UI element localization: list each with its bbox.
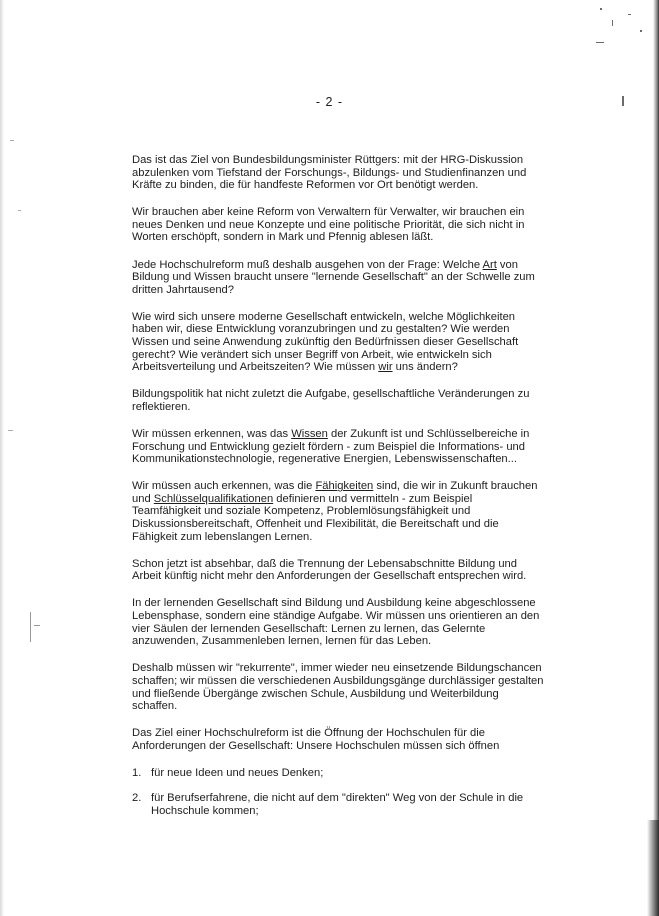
underlined-word: Fähigkeiten xyxy=(315,480,374,493)
paragraph-text: definieren und vermitteln - zum Beispiel Teamfähigkeit und soziale Kompetenz, Problemlösungsfähigkeit und Diskussionsbereitschaft, Offenheit und Flexibilität, die Bereitschaft und die Fähigkeit zum lebenslangen Lernen. xyxy=(132,492,499,543)
list-item xyxy=(132,792,544,817)
paragraph-text: sind, die wir in Zukunft brauchen und xyxy=(132,480,538,505)
paragraph-text: von Bildung und Wissen braucht unsere "lernende Gesellschaft" an der Schwelle zum dritten Jahrtausend? xyxy=(132,258,535,296)
underlined-word: wir xyxy=(378,361,393,374)
scan-speck xyxy=(18,210,21,211)
scan-speck xyxy=(596,42,604,43)
paragraph: Schon jetzt ist absehbar, daß die Trennung der Lebensabschnitte Bildung und Arbeit künftig nicht mehr den Anforderungen der Gesellschaft entsprechen wird. xyxy=(132,557,527,583)
numbered-list xyxy=(132,767,544,818)
list-item xyxy=(132,767,544,780)
list-number: 2. xyxy=(132,792,142,805)
scan-speck xyxy=(34,625,40,626)
scan-right-bottom-shadow xyxy=(647,820,659,916)
scan-right-edge xyxy=(653,0,659,916)
paragraph-text: Jede Hochschulreform muß deshalb ausgehen von der Frage: Welche xyxy=(132,258,483,271)
paragraph: Das Ziel einer Hochschulreform ist die Öffnung der Hochschulen für die Anforderungen der Gesellschaft: Unsere Hochschulen müssen sich öffnen xyxy=(132,727,500,752)
paragraph-text: Wir müssen auch erkennen, was die xyxy=(132,480,316,493)
scan-left-edge xyxy=(0,0,4,916)
paragraph: Bildungspolitik hat nicht zuletzt die Aufgabe, gesellschaftliche Veränderungen zu reflektieren. xyxy=(132,388,530,413)
underlined-word: Wissen xyxy=(291,428,328,440)
paragraph: Das ist das Ziel von Bundesbildungsminister Rüttgers: mit der HRG-Diskussion abzulenken vom Tiefstand der Forschungs-, Bildungs- und Studienfinanzen und Kräfte zu binden, die für handfeste Reformen vor Ort benötigt werden. xyxy=(132,154,527,192)
paragraph-text: der Zukunft ist und Schlüsselbereiche in Forschung und Entwicklung gezielt fördern - zum Beispiel die Informations- und Kommunikationstechnologie, regenerative Energien, Lebenswissenschaften... xyxy=(132,428,530,466)
scan-speck xyxy=(30,612,31,642)
list-text: für Berufserfahrene, die nicht auf dem "direkten" Weg von der Schule in die Hochschule kommen; xyxy=(151,792,524,818)
underlined-word: Art xyxy=(482,258,497,271)
list-text: für neue Ideen und neues Denken; xyxy=(151,766,324,779)
paragraph: Deshalb müssen wir "rekurrente", immer wieder neu einsetzende Bildungschancen schaffen; wir müssen die verschiedenen Ausbildungsgänge durchlässiger gestalten und fließende Übergänge zwischen Schule, Ausbildung und Weiterbildung schaffen. xyxy=(132,662,544,713)
paragraph: Wir brauchen aber keine Reform von Verwaltern für Verwalter, wir brauchen ein neues Denken und neue Konzepte und eine politische Priorität, die sich nicht in Worten erschöpft, sondern in Mark und Pfennig ablesen läßt. xyxy=(132,206,525,244)
scan-speck xyxy=(640,30,642,32)
page-number: - 2 - xyxy=(315,95,344,109)
scan-speck xyxy=(8,430,13,431)
scan-speck xyxy=(10,140,14,141)
paragraph-text: Wie wird sich unsere moderne Gesellschaft entwickeln, welche Möglichkeiten haben wir, diese Entwicklung voranzubringen und zu gestalten? Wie werden Wissen und seine Anwendung zukünftig den Bedürfnissen dieser Gesellschaft gerecht? Wie verändert sich unser Begriff von Arbeit, wie entwickeln sich Arbeitsverteilung und Arbeitszeiten? Wie müssen xyxy=(132,310,519,374)
scan-speck xyxy=(628,14,631,15)
scan-speck xyxy=(612,20,613,26)
paragraph xyxy=(132,311,544,374)
paragraph xyxy=(132,259,544,297)
paragraph xyxy=(132,428,544,466)
paragraph-text: uns ändern? xyxy=(392,361,458,374)
underlined-word: Schlüsselqualifikationen xyxy=(153,492,274,505)
document-body xyxy=(132,154,544,831)
scan-speck xyxy=(600,8,602,10)
paragraph-text: Wir müssen erkennen, was das xyxy=(132,428,292,440)
paragraph xyxy=(132,480,544,543)
list-number: 1. xyxy=(132,766,142,779)
paragraph: In der lernenden Gesellschaft sind Bildung und Ausbildung keine abgeschlossene Lebensphase, sondern eine ständige Aufgabe. Wir müssen uns orientieren an den vier Säulen der lernenden Gesellschaft: Lernen zu lernen, das Gelernte anzuwenden, Zusammenleben lernen, lernen für das Leben. xyxy=(132,597,540,648)
